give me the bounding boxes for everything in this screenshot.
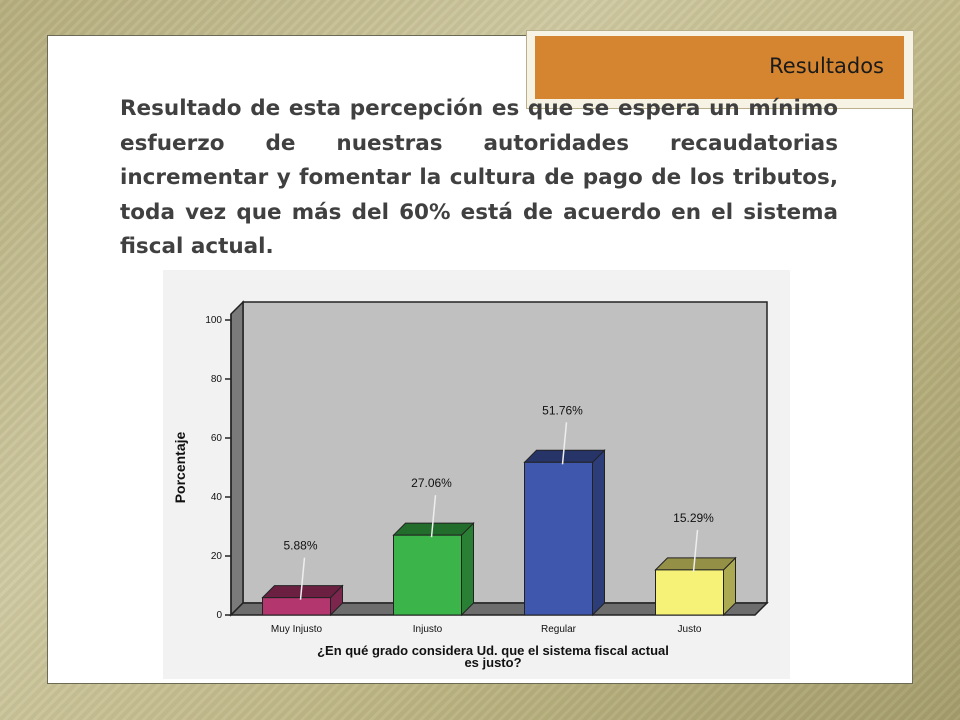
section-tab-title: Resultados	[769, 54, 884, 78]
x-axis-title-line: es justo?	[464, 655, 522, 670]
x-tick-label: Injusto	[412, 624, 443, 635]
y-tick-label: 20	[210, 551, 222, 562]
bar-top-0	[263, 586, 343, 598]
data-label: 27.06%	[411, 476, 452, 491]
y-tick-label: 40	[210, 492, 222, 503]
x-axis-title-line: ¿En qué grado considera Ud. que el sistema fiscal actual	[317, 643, 669, 658]
bar-top-1	[394, 523, 474, 535]
bar-top-2	[525, 450, 605, 462]
x-tick-label: Justo	[677, 624, 702, 635]
bar-3	[656, 570, 724, 615]
data-label: 51.76%	[542, 403, 583, 418]
data-label: 15.29%	[673, 510, 714, 525]
section-tab	[535, 36, 904, 99]
y-axis-title: Porcentaje	[172, 431, 188, 504]
bar-2	[525, 462, 593, 615]
bar-top-3	[656, 558, 736, 570]
result-paragraph: Resultado de esta percepción es que se espera un mínimo esfuerzo de nuestras autoridades recaudatorias incrementar y fomentar la cultura de pago de los tributos, toda vez que más del 60% está de acuerdo en el sistema fiscal actual.	[120, 96, 838, 259]
plot-side-wall	[231, 302, 243, 615]
bar-chart-panel	[163, 270, 790, 679]
bar-chart	[163, 270, 790, 679]
bar-1	[394, 535, 462, 615]
bar-side-2	[593, 450, 605, 615]
bar-side-1	[462, 523, 474, 615]
y-tick-label: 80	[210, 374, 222, 385]
x-tick-label: Muy Injusto	[270, 624, 323, 635]
y-tick-label: 60	[210, 433, 222, 444]
data-label: 5.88%	[283, 538, 318, 553]
y-tick-label: 0	[216, 610, 222, 621]
x-tick-label: Regular	[540, 624, 577, 635]
y-tick-label: 100	[205, 315, 222, 326]
bar-0	[263, 598, 331, 615]
